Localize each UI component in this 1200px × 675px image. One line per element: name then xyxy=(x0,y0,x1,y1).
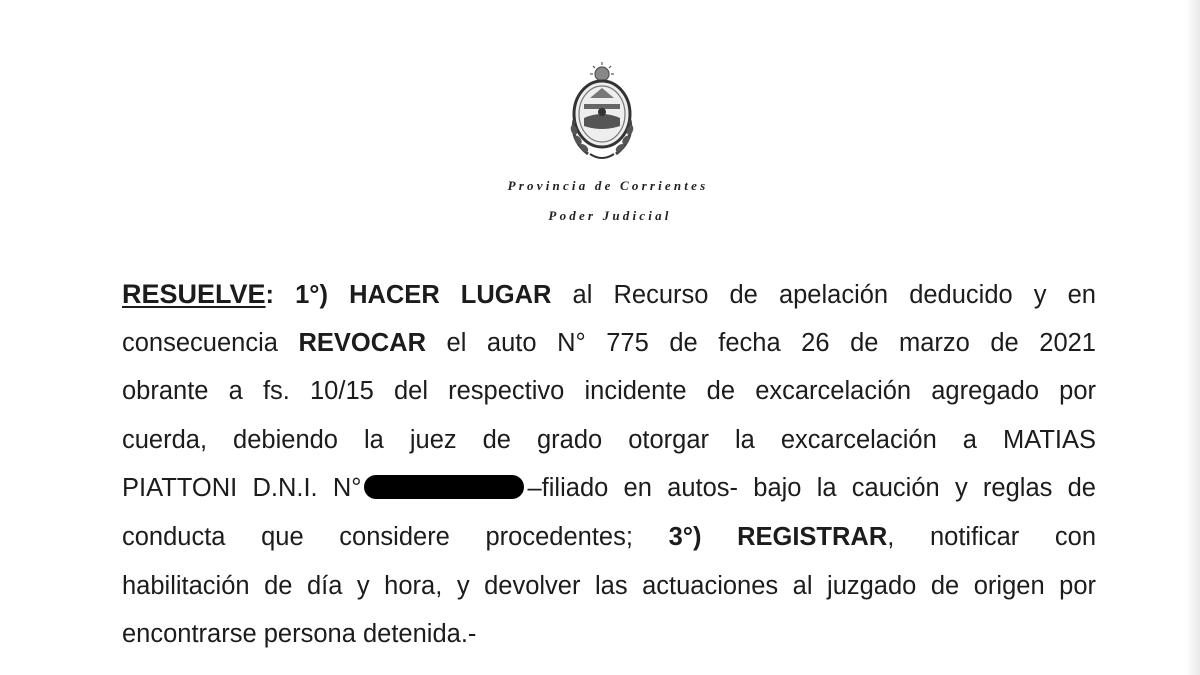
header-province: Provincia de Corrientes xyxy=(507,178,709,193)
line-2-text-a: consecuencia xyxy=(122,328,299,357)
line-6-text-a: conducta que considere procedentes; xyxy=(122,522,669,551)
page-edge-shadow xyxy=(1186,0,1200,675)
point-1-action: HACER LUGAR xyxy=(349,281,552,309)
resolution-line-1 xyxy=(122,270,1096,319)
redacted-dni-bar xyxy=(364,475,524,499)
resolution-line-5 xyxy=(122,464,1096,513)
resolution-line-6 xyxy=(122,513,1096,562)
line-4-text: cuerda, debiendo la juez de grado otorgar la excarcelación a MATIAS xyxy=(122,425,1096,454)
line-5-text-a: PIATTONI D.N.I. N° xyxy=(122,474,362,503)
point-3-registrar: 3°) REGISTRAR xyxy=(668,522,888,551)
resolution-line-3 xyxy=(122,367,1096,416)
line-5-text-b: –filiado en autos- bajo la caución y reglas de xyxy=(527,474,1096,503)
resolution-line-8 xyxy=(122,610,1096,659)
line-7-text: habilitación de día y hora, y devolver las actuaciones al juzgado de origen por xyxy=(122,571,1096,600)
line-1-text: al Recurso de apelación deducido y en xyxy=(551,281,1096,309)
point-1-number: 1°) xyxy=(295,281,350,309)
line-6-text-b: , notificar con xyxy=(887,522,1096,551)
line-3-text: obrante a fs. 10/15 del respectivo incidente de excarcelación agregado por xyxy=(122,377,1096,406)
revocar-keyword: REVOCAR xyxy=(298,328,426,357)
coat-of-arms-seal xyxy=(560,60,644,164)
line-2-text-b: el auto N° 775 de fecha 26 de marzo de 2021 xyxy=(426,328,1096,357)
header-judicial-power: Poder Judicial xyxy=(548,208,672,223)
resolution-line-4 xyxy=(122,416,1096,465)
resolution-body xyxy=(122,270,1096,659)
resolution-line-7 xyxy=(122,562,1096,611)
resuelve-keyword: RESUELVE xyxy=(122,279,266,309)
resuelve-colon: : xyxy=(265,281,275,309)
resolution-line-2 xyxy=(122,319,1096,368)
line-8-text: encontrarse persona detenida.- xyxy=(122,620,477,649)
